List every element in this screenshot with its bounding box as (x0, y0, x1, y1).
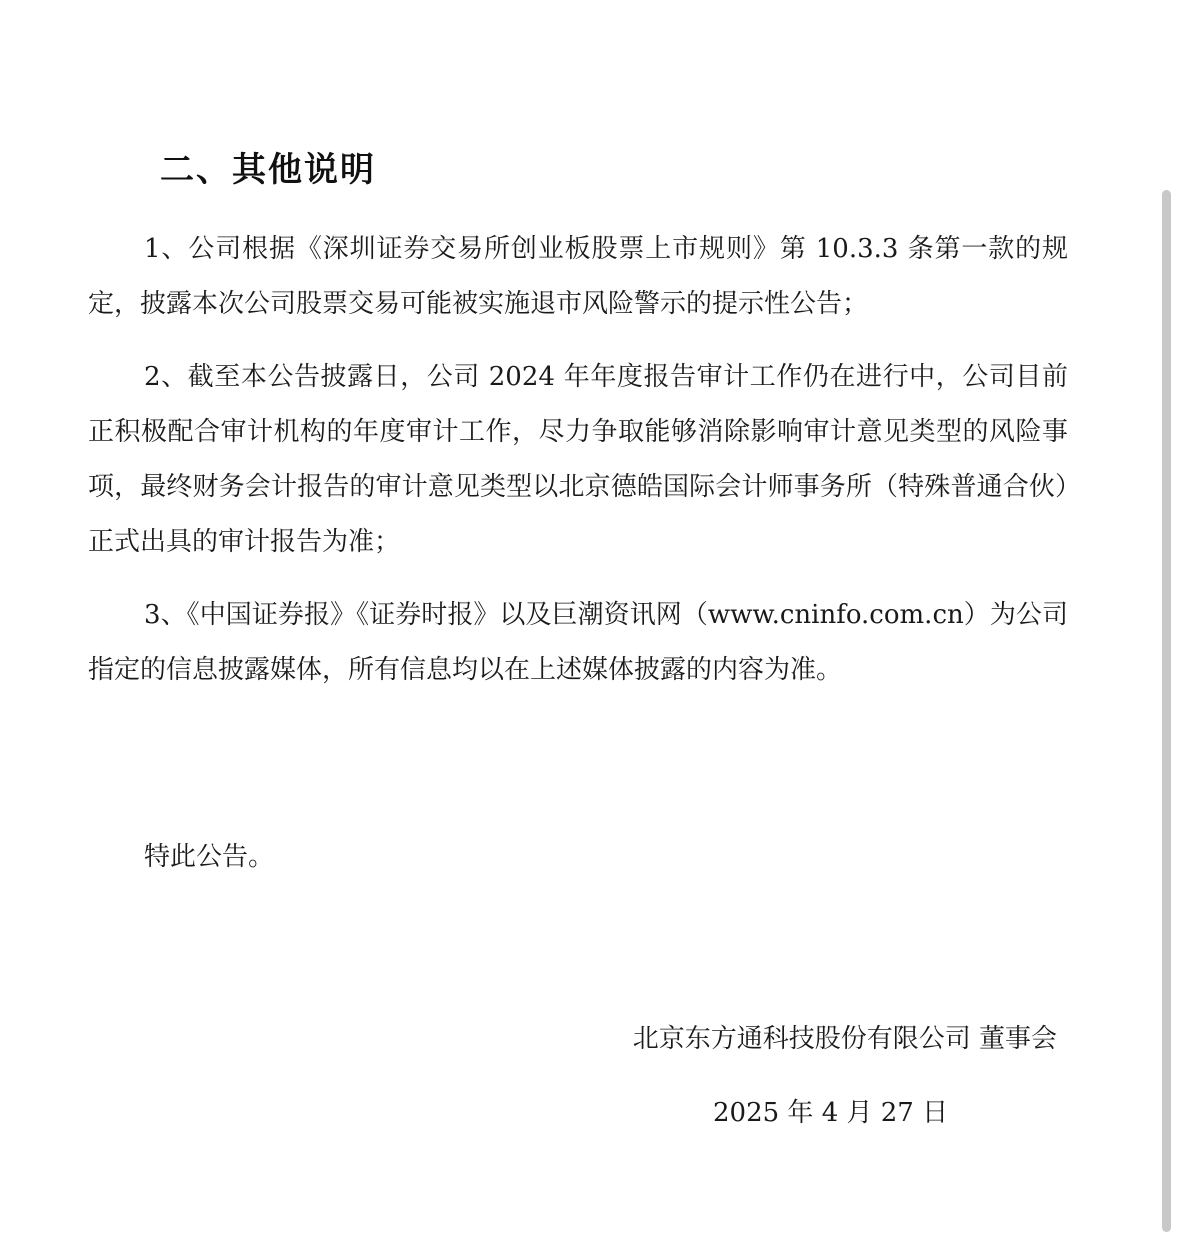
announcement-date: 2025 年 4 月 27 日 (713, 1098, 949, 1128)
scrollbar-thumb[interactable] (1162, 190, 1171, 1232)
paragraph-1: 1、公司根据《深圳证券交易所创业板股票上市规则》第 10.3.3 条第一款的规定，披露本次公司股票交易可能被实施退市风险警示的提示性公告； (88, 234, 1068, 319)
paragraph-2: 2、截至本公告披露日，公司 2024 年年度报告审计工作仍在进行中，公司目前正积极配合审计机构的年度审计工作，尽力争取能够消除影响审计意见类型的风险事项，最终财务会计报告的审计意见类型以北京德皓国际会计师事务所（特殊普通合伙）正式出具的审计报告为准； (88, 362, 1068, 557)
closing-statement: 特此公告。 (144, 842, 275, 872)
paragraph-3: 3、《中国证券报》《证券时报》以及巨潮资讯网（www.cninfo.com.cn）为公司指定的信息披露媒体，所有信息均以在上述媒体披露的内容为准。 (88, 600, 1068, 685)
section-title: 二、其他说明 (160, 150, 376, 190)
signer: 北京东方通科技股份有限公司 董事会 (632, 1024, 1057, 1054)
vertical-scrollbar[interactable] (1162, 190, 1171, 1232)
